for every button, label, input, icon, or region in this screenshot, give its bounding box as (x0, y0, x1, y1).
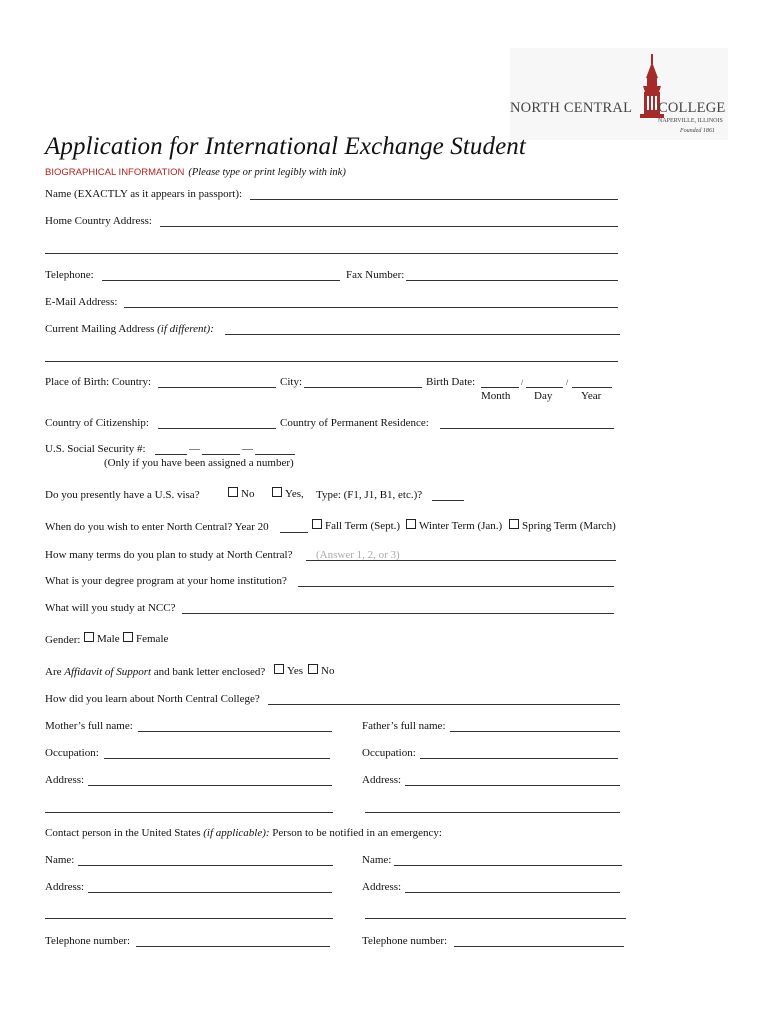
contact-telephone-label: Telephone number: (45, 935, 131, 947)
ssn-dash-1: — (189, 443, 200, 455)
telephone-label: Telephone: (45, 269, 94, 281)
mailing-prefix: Current Mailing Address (45, 323, 158, 335)
enter-year-field[interactable] (280, 532, 308, 533)
contact-address-field[interactable] (88, 892, 332, 893)
winter-option[interactable] (404, 519, 502, 533)
spring-label: Spring Term (March) (522, 520, 616, 532)
affidavit-post: and bank letter enclosed? (151, 666, 266, 678)
terms-question: How many terms do you plan to study at North Central? (45, 549, 293, 561)
mother-address-field[interactable] (88, 785, 332, 786)
father-address-field[interactable] (405, 785, 620, 786)
contact-note: (if applicable): (203, 827, 270, 839)
logo-name-left: NORTH CENTRAL (510, 100, 633, 116)
month-caption: Month (481, 390, 511, 402)
affidavit-question (45, 665, 265, 679)
affidavit-term: Affidavit of Support (64, 666, 152, 678)
affidavit-yes-checkbox[interactable] (274, 664, 284, 674)
home-address-field-2[interactable] (45, 253, 618, 254)
gender-label: Gender: (45, 634, 81, 646)
residence-field[interactable] (440, 428, 614, 429)
ssn-label: U.S. Social Security #: (45, 443, 146, 455)
enter-question: When do you wish to enter North Central? Year 20 (45, 521, 269, 533)
contact-address-label: Address: (45, 881, 85, 893)
mother-address-label: Address: (45, 774, 85, 786)
degree-question: What is your degree program at your home institution? (45, 575, 287, 587)
terms-hint: (Answer 1, 2, or 3) (316, 549, 400, 561)
date-sep-2: / (566, 378, 569, 387)
mother-address-field-2[interactable] (45, 812, 333, 813)
emergency-address-field[interactable] (405, 892, 620, 893)
logo-name-right: COLLEGE (658, 100, 726, 116)
visa-no-checkbox[interactable] (228, 487, 238, 497)
bio-label: BIOGRAPHICAL INFORMATION (45, 167, 185, 178)
fall-checkbox[interactable] (312, 519, 322, 529)
birth-day-field[interactable] (526, 387, 563, 388)
learn-question: How did you learn about North Central College? (45, 693, 260, 705)
emergency-address-field-2[interactable] (365, 918, 626, 919)
ssn-field-1[interactable] (155, 454, 187, 455)
contact-pre: Contact person in the United States (45, 827, 204, 839)
visa-yes-label: Yes, (285, 488, 304, 500)
emergency-name-label: Name: (362, 854, 392, 866)
father-address-label: Address: (362, 774, 402, 786)
affidavit-pre: Are (45, 666, 65, 678)
male-option[interactable] (82, 632, 120, 646)
city-field[interactable] (304, 387, 422, 388)
winter-checkbox[interactable] (406, 519, 416, 529)
contact-heading (45, 826, 442, 840)
contact-telephone-field[interactable] (136, 946, 330, 947)
home-address-field[interactable] (160, 226, 618, 227)
year-caption: Year (581, 390, 602, 402)
father-address-field-2[interactable] (365, 812, 620, 813)
citizenship-field[interactable] (158, 428, 276, 429)
visa-yes-checkbox[interactable] (272, 487, 282, 497)
affidavit-yes-option[interactable] (272, 664, 303, 678)
logo-founded: Founded 1861 (680, 128, 715, 134)
mother-occupation-label: Occupation: (45, 747, 99, 759)
ssn-note: (Only if you have been assigned a number) (104, 457, 294, 469)
emergency-telephone-field[interactable] (454, 946, 624, 947)
female-option[interactable] (121, 632, 168, 646)
fall-label: Fall Term (Sept.) (325, 520, 401, 532)
fax-field[interactable] (406, 280, 618, 281)
terms-field[interactable] (306, 560, 616, 561)
mother-label: Mother’s full name: (45, 720, 133, 732)
mailing-note: (if different): (157, 323, 214, 335)
degree-field[interactable] (298, 586, 614, 587)
birth-year-field[interactable] (572, 387, 612, 388)
visa-no-option[interactable] (226, 487, 254, 501)
birth-country-label: Place of Birth: Country: (45, 376, 152, 388)
visa-question: Do you presently have a U.S. visa? (45, 489, 200, 501)
learn-field[interactable] (268, 704, 620, 705)
affidavit-no-label: No (321, 665, 335, 677)
name-field[interactable] (250, 199, 618, 200)
contact-post: Person to be notified in an emergency: (269, 827, 442, 839)
father-occupation-label: Occupation: (362, 747, 416, 759)
affidavit-no-option[interactable] (306, 664, 334, 678)
contact-name-field[interactable] (78, 865, 333, 866)
logo-location: NAPERVILLE, ILLINOIS (658, 118, 723, 124)
day-caption: Day (534, 390, 553, 402)
email-field[interactable] (124, 307, 618, 308)
name-label: Name (EXACTLY as it appears in passport): (45, 188, 243, 200)
mailing-field-2[interactable] (45, 361, 618, 362)
residence-label: Country of Permanent Residence: (280, 417, 429, 429)
section-header (45, 162, 346, 180)
male-label: Male (97, 633, 120, 645)
visa-type-field[interactable] (432, 500, 464, 501)
birth-month-field[interactable] (481, 387, 519, 388)
affidavit-yes-label: Yes (287, 665, 304, 677)
male-checkbox[interactable] (84, 632, 94, 642)
study-field[interactable] (182, 613, 614, 614)
clock-tower-icon (510, 48, 728, 140)
birth-date-label: Birth Date: (426, 376, 476, 388)
date-sep-1: / (521, 378, 524, 387)
female-label: Female (136, 633, 169, 645)
father-occupation-field[interactable] (420, 758, 618, 759)
email-label: E-Mail Address: (45, 296, 118, 308)
mother-field[interactable] (138, 731, 332, 732)
emergency-telephone-label: Telephone number: (362, 935, 448, 947)
college-logo (510, 48, 728, 140)
winter-label: Winter Term (Jan.) (419, 520, 503, 532)
telephone-field[interactable] (102, 280, 340, 281)
spring-option[interactable] (507, 519, 616, 533)
citizenship-label: Country of Citizenship: (45, 417, 149, 429)
page-title: Application for International Exchange Student (45, 133, 526, 160)
contact-address-field-2[interactable] (45, 918, 333, 919)
affidavit-no-checkbox[interactable] (308, 664, 318, 674)
city-label: City: (280, 376, 303, 388)
study-question: What will you study at NCC? (45, 602, 176, 614)
mailing-label (45, 322, 214, 336)
emergency-address-label: Address: (362, 881, 402, 893)
visa-no-label: No (241, 488, 255, 500)
father-label: Father’s full name: (362, 720, 446, 732)
contact-name-label: Name: (45, 854, 75, 866)
father-field[interactable] (450, 731, 620, 732)
visa-yes-option[interactable] (270, 487, 304, 501)
birth-country-field[interactable] (158, 387, 276, 388)
ssn-field-2[interactable] (202, 454, 240, 455)
fax-label: Fax Number: (346, 269, 405, 281)
spring-checkbox[interactable] (509, 519, 519, 529)
mailing-field[interactable] (225, 334, 620, 335)
mother-occupation-field[interactable] (104, 758, 330, 759)
ssn-dash-2: — (242, 443, 253, 455)
home-address-label: Home Country Address: (45, 215, 152, 227)
emergency-name-field[interactable] (394, 865, 622, 866)
fall-option[interactable] (310, 519, 400, 533)
visa-type-label: Type: (F1, J1, B1, etc.)? (316, 489, 423, 501)
bio-note: (Please type or print legibly with ink) (188, 167, 346, 178)
ssn-field-3[interactable] (255, 454, 295, 455)
female-checkbox[interactable] (123, 632, 133, 642)
